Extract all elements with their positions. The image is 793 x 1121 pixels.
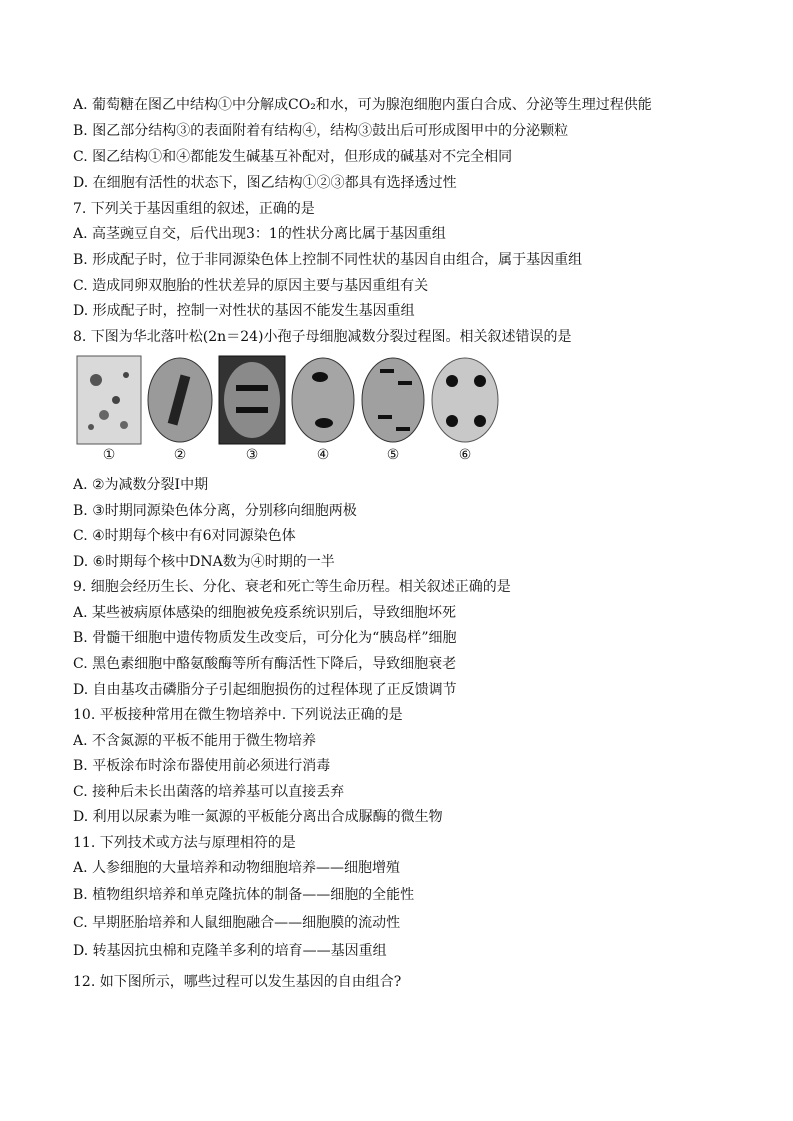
q9-option-d: D. 自由基攻击磷脂分子引起细胞损伤的过程体现了正反馈调节 (73, 682, 457, 698)
q7-option-b: B. 形成配子时，位于非同源染色体上控制不同性状的基因自由组合，属于基因重组 (73, 252, 583, 268)
q10-option-b: B. 平板涂布时涂布器使用前必须进行消毒 (73, 758, 331, 774)
meiosis-figure (76, 355, 506, 465)
q8-option-a: A. ②为减数分裂Ⅰ中期 (73, 477, 209, 493)
q7-option-a: A. 高茎豌豆自交，后代出现3：1的性状分离比属于基因重组 (73, 226, 446, 242)
q6-option-a: A. 葡萄糖在图乙中结构①中分解成CO₂和水，可为腺泡细胞内蛋白合成、分泌等生理过程供能 (73, 97, 652, 113)
q11-option-d: D. 转基因抗虫棉和克隆羊多利的培育——基因重组 (73, 943, 387, 959)
q6-option-d: D. 在细胞有活性的状态下，图乙结构①②③都具有选择透过性 (73, 175, 457, 191)
cell-image-4 (290, 355, 356, 445)
q10-option-a: A. 不含氮源的平板不能用于微生物培养 (73, 733, 317, 749)
q8-option-d: D. ⑥时期每个核中DNA数为④时期的一半 (73, 554, 335, 570)
cell-image-3 (218, 355, 286, 445)
cell-label-1: ① (102, 447, 116, 463)
q10-option-d: D. 利用以尿素为唯一氮源的平板能分离出合成脲酶的微生物 (73, 809, 443, 825)
q8-stem: 8. 下图为华北落叶松(2n＝24)小孢子母细胞减数分裂过程图。相关叙述错误的是 (73, 329, 572, 345)
q12-stem: 12. 如下图所示，哪些过程可以发生基因的自由组合? (73, 974, 402, 990)
q11-option-b: B. 植物组织培养和单克隆抗体的制备——细胞的全能性 (73, 887, 415, 903)
q7-option-d: D. 形成配子时，控制一对性状的基因不能发生基因重组 (73, 303, 415, 319)
cell-image-6 (430, 355, 500, 445)
q9-option-b: B. 骨髓干细胞中遗传物质发生改变后，可分化为“胰岛样”细胞 (73, 630, 457, 646)
cell-label-3: ③ (245, 447, 259, 463)
q9-option-a: A. 某些被病原体感染的细胞被免疫系统识别后，导致细胞坏死 (73, 605, 457, 621)
q8-option-b: B. ③时期同源染色体分离，分别移向细胞两极 (73, 503, 357, 519)
q8-option-c: C. ④时期每个核中有6对同源染色体 (73, 528, 296, 544)
q9-option-c: C. 黑色素细胞中酪氨酸酶等所有酶活性下降后，导致细胞衰老 (73, 656, 457, 672)
q7-option-c: C. 造成同卵双胞胎的性状差异的原因主要与基因重组有关 (73, 278, 429, 294)
q6-option-b: B. 图乙部分结构③的表面附着有结构④，结构③鼓出后可形成图甲中的分泌颗粒 (73, 123, 569, 139)
cell-label-6: ⑥ (458, 447, 472, 463)
cell-image-2 (146, 355, 214, 445)
q11-option-c: C. 早期胚胎培养和人鼠细胞融合——细胞膜的流动性 (73, 915, 401, 931)
cell-image-1 (76, 355, 142, 445)
cell-label-4: ④ (316, 447, 330, 463)
q10-option-c: C. 接种后未长出菌落的培养基可以直接丢弃 (73, 784, 345, 800)
q11-option-a: A. 人参细胞的大量培养和动物细胞培养——细胞增殖 (73, 860, 401, 876)
q11-stem: 11. 下列技术或方法与原理相符的是 (73, 835, 296, 851)
cell-label-5: ⑤ (386, 447, 400, 463)
q7-stem: 7. 下列关于基因重组的叙述，正确的是 (73, 201, 315, 217)
cell-image-5 (360, 355, 426, 445)
cell-label-2: ② (173, 447, 187, 463)
q9-stem: 9. 细胞会经历生长、分化、衰老和死亡等生命历程。相关叙述正确的是 (73, 579, 511, 595)
q6-option-c: C. 图乙结构①和④都能发生碱基互补配对，但形成的碱基对不完全相同 (73, 149, 513, 165)
q10-stem: 10. 平板接种常用在微生物培养中. 下列说法正确的是 (73, 707, 403, 723)
